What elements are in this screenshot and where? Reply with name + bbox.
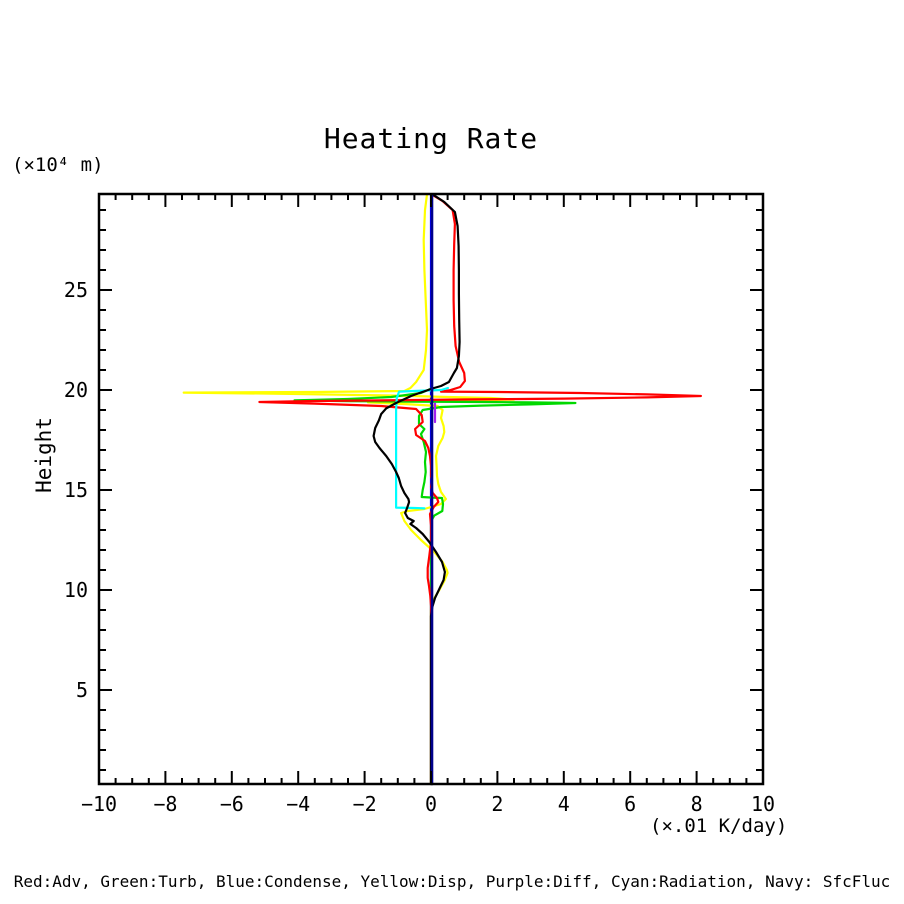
chart-title: Heating Rate [323,122,539,155]
x-tick-label: −8 [153,792,178,816]
Turb-line [295,388,576,784]
y-axis-label: Height [32,417,56,493]
x-tick-label: 0 [424,792,438,816]
y-tick-label: 15 [63,478,88,502]
y-tick-label: 10 [63,578,88,602]
x-tick-label: 2 [491,792,504,816]
x-tick-label: −6 [219,792,244,816]
y-axis-unit-label: (×10⁴ m) [12,154,104,176]
x-axis-unit-label: (×.01 K/day) [650,815,788,837]
y-tick-label: 5 [75,678,88,702]
x-tick-label: 10 [750,792,776,816]
Adv-line [259,195,701,784]
x-tick-label: 8 [690,792,703,816]
black-curve-line [374,194,460,784]
y-tick-label: 20 [63,378,88,402]
x-tick-label: 6 [624,792,637,816]
x-tick-label: −2 [352,792,377,816]
x-tick-label: 4 [557,792,570,816]
legend-note: Red:Adv, Green:Turb, Blue:Condense, Yellow:Disp, Purple:Diff, Cyan:Radiation, Navy: SfcFluc [13,872,891,891]
x-tick-label: −10 [80,792,118,816]
x-tick-label: −4 [286,792,311,816]
y-tick-label: 25 [63,278,88,302]
Disp-line [184,194,514,784]
